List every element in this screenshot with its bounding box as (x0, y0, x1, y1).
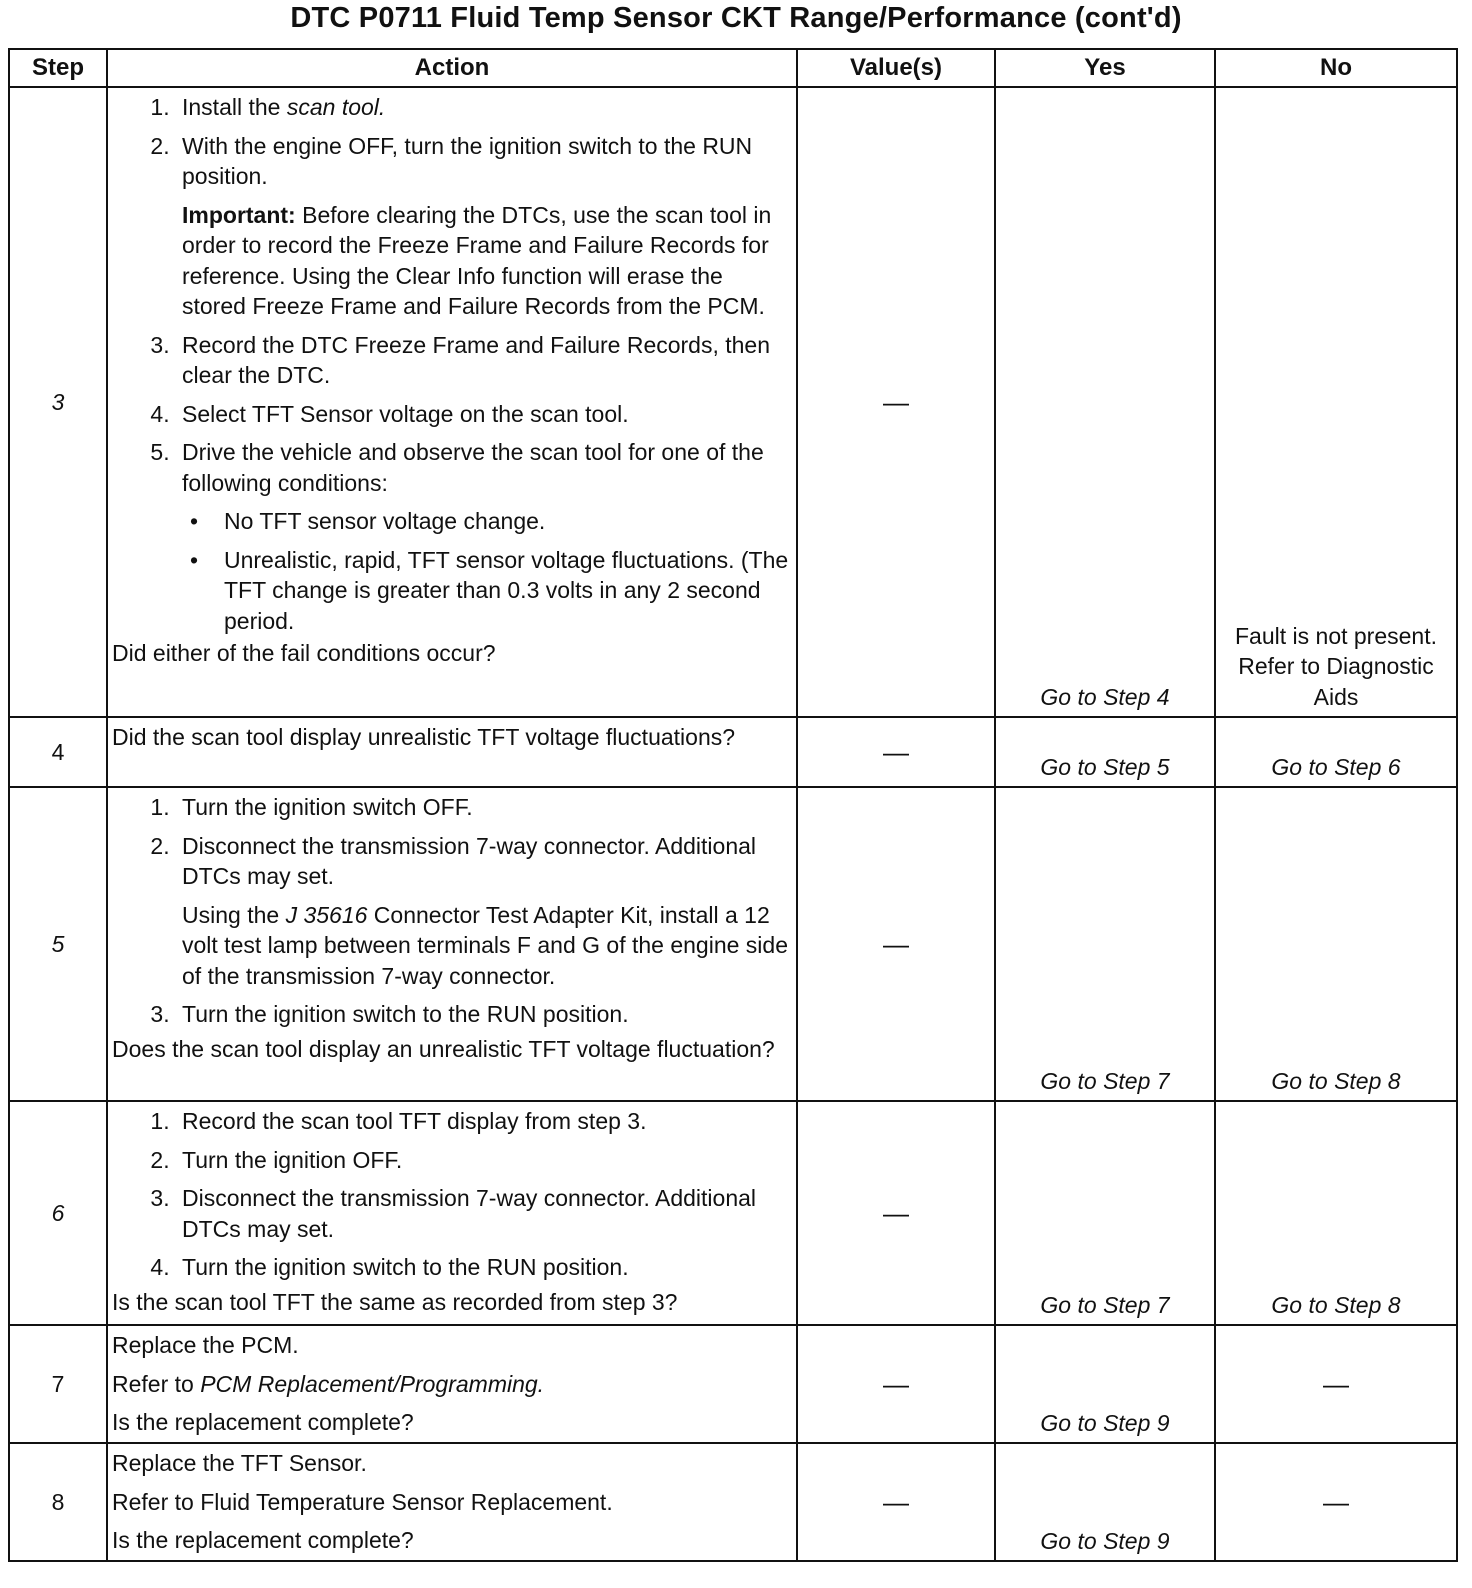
condition-item: • Unrealistic, rapid, TFT sensor voltage fluctuations. (The TFT change is greater than 0.3 volts in any 2 second period. (218, 545, 792, 637)
yes-cell: Go to Step 9 (995, 1443, 1215, 1561)
value-cell: — (797, 87, 995, 717)
value-cell: — (797, 1101, 995, 1325)
no-cell: — (1215, 1443, 1457, 1561)
value-cell: — (797, 1325, 995, 1443)
header-action: Action (107, 49, 797, 87)
condition-item: • No TFT sensor voltage change. (218, 506, 792, 537)
action-item: 2. With the engine OFF, turn the ignition switch to the RUN position. Important: Before clearing the DTCs, use the scan tool in order to record the Freeze Frame and Failure Records for reference. Using the Clear Info function will erase the stored Freeze Frame and Failure Records from the PCM. (176, 131, 792, 322)
action-item: 1. Install the scan tool. (176, 92, 792, 123)
table-row-step-8 (9, 1443, 1457, 1561)
action-line: Replace the TFT Sensor. (112, 1450, 367, 1476)
action-question: Did either of the fail conditions occur? (112, 640, 496, 666)
step-number: 4 (9, 717, 107, 787)
action-item: 5. Drive the vehicle and observe the scan tool for one of the following conditions: • No TFT sensor voltage change. • Unrealistic, rapid, TFT sensor voltage fluctuations. (The TFT change is greater than 0.3 volts in any 2 second period. (176, 437, 792, 636)
step-number: 5 (9, 787, 107, 1101)
action-cell (107, 1101, 797, 1325)
value-cell: — (797, 717, 995, 787)
table-row-step-7 (9, 1325, 1457, 1443)
important-note: Important: Before clearing the DTCs, use the scan tool in order to record the Freeze Frame and Failure Records for reference. Using the Clear Info function will erase the stored Freeze Frame and Failure Records from the PCM. (182, 201, 772, 319)
yes-cell: Go to Step 4 (995, 87, 1215, 717)
yes-cell: Go to Step 7 (995, 1101, 1215, 1325)
table-row-step-3 (9, 87, 1457, 717)
no-cell: Go to Step 8 (1215, 1101, 1457, 1325)
header-step: Step (9, 49, 107, 87)
action-line: Refer to PCM Replacement/Programming. (112, 1370, 545, 1397)
condition-list (182, 506, 792, 636)
no-cell: Fault is not present. Refer to Diagnostic Aids (1215, 87, 1457, 717)
action-item: 4. Select TFT Sensor voltage on the scan tool. (176, 399, 792, 430)
page-title: DTC P0711 Fluid Temp Sensor CKT Range/Performance (cont'd) (290, 2, 1182, 34)
action-cell (107, 717, 797, 787)
action-line: Refer to Fluid Temperature Sensor Replacement. (112, 1488, 613, 1515)
action-list (112, 1106, 792, 1283)
test-lamp-note: Using the J 35616 Connector Test Adapter Kit, install a 12 volt test lamp between terminals F and G of the engine side of the transmission 7-way connector. (182, 901, 788, 989)
action-cell (107, 1443, 797, 1561)
action-list (112, 92, 792, 636)
action-item: 1. Record the scan tool TFT display from step 3. (176, 1106, 792, 1137)
table-row-step-6 (9, 1101, 1457, 1325)
diagnostic-table (8, 48, 1458, 1562)
no-cell: — (1215, 1325, 1457, 1443)
action-item: 3. Turn the ignition switch to the RUN position. (176, 999, 792, 1030)
yes-cell: Go to Step 7 (995, 787, 1215, 1101)
action-cell (107, 1325, 797, 1443)
table-row-step-5 (9, 787, 1457, 1101)
action-item: 2. Turn the ignition OFF. (176, 1145, 792, 1176)
action-cell (107, 787, 797, 1101)
action-item: 3. Disconnect the transmission 7-way connector. Additional DTCs may set. (176, 1183, 792, 1244)
header-no: No (1215, 49, 1457, 87)
yes-cell: Go to Step 9 (995, 1325, 1215, 1443)
step-number: 8 (9, 1443, 107, 1561)
action-question: Is the replacement complete? (112, 1409, 414, 1435)
action-question: Does the scan tool display an unrealistic TFT voltage fluctuation? (112, 1035, 775, 1062)
step-number: 3 (9, 87, 107, 717)
table-header-row (9, 49, 1457, 87)
action-question: Is the replacement complete? (112, 1527, 414, 1553)
value-cell: — (797, 1443, 995, 1561)
no-cell: Go to Step 8 (1215, 787, 1457, 1101)
action-item: 4. Turn the ignition switch to the RUN position. (176, 1252, 792, 1283)
action-line: Replace the PCM. (112, 1332, 299, 1358)
header-yes: Yes (995, 49, 1215, 87)
value-cell: — (797, 787, 995, 1101)
step-number: 7 (9, 1325, 107, 1443)
step-number: 6 (9, 1101, 107, 1325)
action-list (112, 792, 792, 1030)
header-values: Value(s) (797, 49, 995, 87)
table-row-step-4 (9, 717, 1457, 787)
no-cell: Go to Step 6 (1215, 717, 1457, 787)
action-item: 3. Record the DTC Freeze Frame and Failure Records, then clear the DTC. (176, 330, 792, 391)
action-question: Is the scan tool TFT the same as recorded from step 3? (112, 1288, 678, 1315)
action-question: Did the scan tool display unrealistic TFT voltage fluctuations? (112, 724, 736, 750)
action-item: 2. Disconnect the transmission 7-way connector. Additional DTCs may set. Using the J 35616 Connector Test Adapter Kit, install a 12 volt test lamp between terminals F and G of the engine side of the transmission 7-way connector. (176, 831, 792, 992)
yes-cell: Go to Step 5 (995, 717, 1215, 787)
action-cell (107, 87, 797, 717)
action-item: 1. Turn the ignition switch OFF. (176, 792, 792, 823)
